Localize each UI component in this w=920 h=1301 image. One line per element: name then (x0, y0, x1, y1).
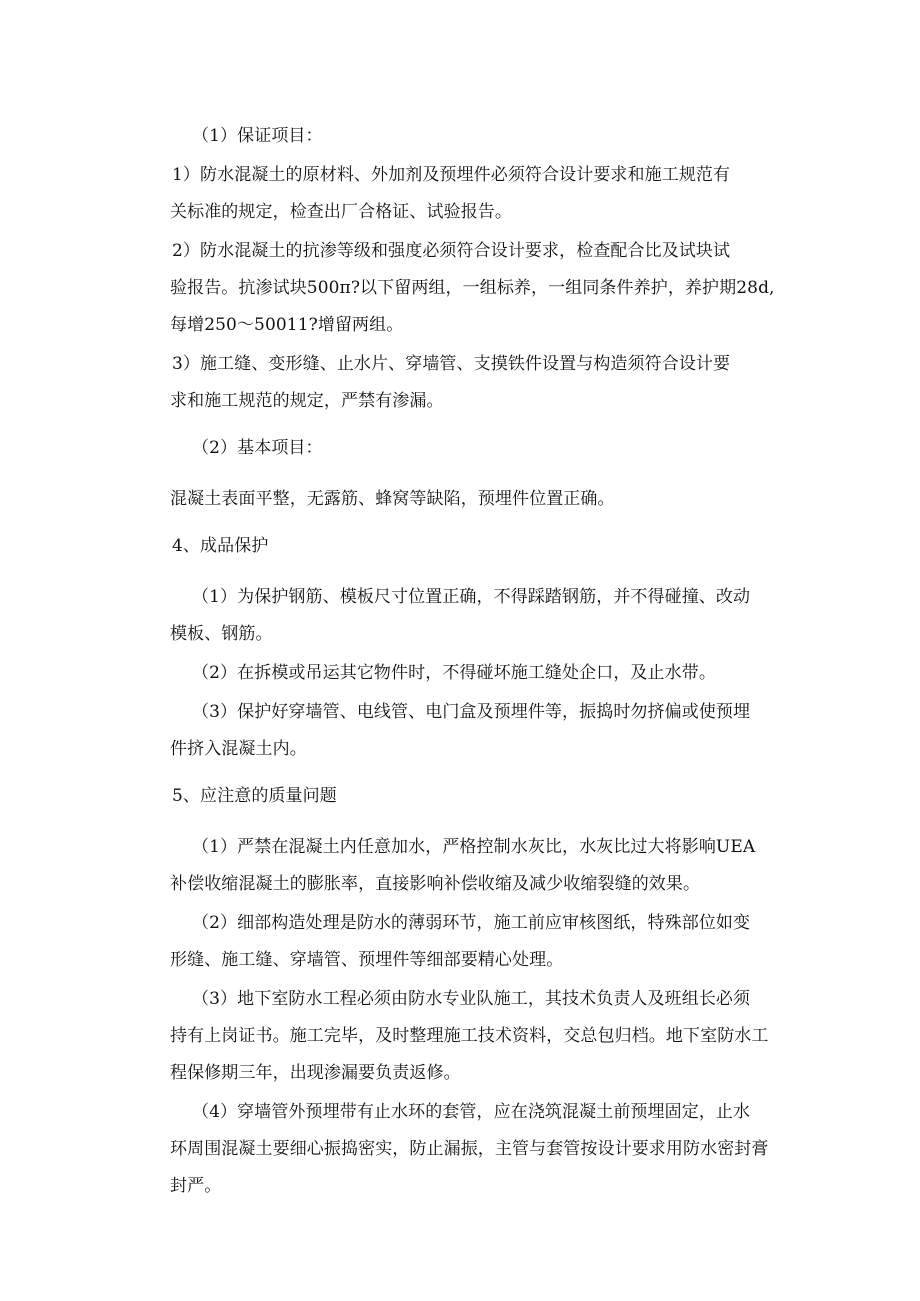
paragraph-line: （1）为保护钢筋、模板尺寸位置正确，不得踩踏钢筋，并不得碰撞、改动 (192, 587, 751, 607)
paragraph-line: 求和施工规范的规定，严禁有渗漏。 (170, 391, 444, 411)
paragraph-line: 程保修期三年，出现渗漏要负责返修。 (170, 1063, 461, 1083)
paragraph-line: 件挤入混凝土内。 (170, 739, 307, 759)
paragraph-line: 持有上岗证书。施工完毕，及时整理施工技术资料，交总包归档。地下室防水工 (170, 1026, 769, 1046)
paragraph-line: 封严。 (170, 1176, 222, 1196)
paragraph-line: 混凝土表面平整，无露筋、蜂窝等缺陷，预埋件位置正确。 (170, 489, 615, 509)
paragraph-line: （1）严禁在混凝土内任意加水，严格控制水灰比，水灰比过大将影响UEA (192, 837, 756, 857)
paragraph-line: （3）地下室防水工程必须由防水专业队施工，其技术负责人及班组长必须 (192, 989, 751, 1009)
paragraph-line: 形缝、施工缝、穿墙管、预埋件等细部要精心处理。 (170, 950, 564, 970)
paragraph-line: 模板、钢筋。 (170, 624, 273, 644)
paragraph-line: 环周围混凝土要细心振捣密实，防止漏振，主管与套管按设计要求用防水密封膏 (170, 1139, 769, 1159)
paragraph-line: 关标准的规定，检查出厂合格证、试验报告。 (170, 202, 512, 222)
paragraph-line: 2）防水混凝土的抗渗等级和强度必须符合设计要求，检查配合比及试块试 (172, 241, 731, 261)
paragraph-line: （3）保护好穿墙管、电线管、电门盒及预埋件等，振捣时勿挤偏或使预埋 (192, 702, 751, 722)
paragraph-line: （2）细部构造处理是防水的薄弱环节，施工前应审核图纸，特殊部位如变 (192, 913, 751, 933)
paragraph-line: 1）防水混凝土的原材料、外加剂及预埋件必须符合设计要求和施工规范有 (172, 165, 731, 185)
section-product-protection-heading: 4、成品保护 (172, 536, 269, 556)
paragraph-line: 3）施工缝、变形缝、止水片、穿墙管、支摸铁件设置与构造须符合设计要 (172, 354, 731, 374)
paragraph-line: 补偿收缩混凝土的膨胀率，直接影响补偿收缩及减少收缩裂缝的效果。 (170, 874, 701, 894)
section-guarantee-items-heading: （1）保证项目： (192, 126, 323, 146)
paragraph-line: 每增250～50011?增留两组。 (170, 315, 404, 335)
section-basic-items-heading: （2）基本项目： (192, 438, 323, 458)
section-quality-issues-heading: 5、应注意的质量问题 (172, 786, 337, 806)
paragraph-line: （4）穿墙管外预埋带有止水环的套管，应在浇筑混凝土前预埋固定，止水 (192, 1102, 751, 1122)
paragraph-line: （2）在拆模或吊运其它物件时，不得碰坏施工缝处企口，及止水带。 (192, 663, 716, 683)
paragraph-line: 验报告。抗渗试块500π?以下留两组，一组标养，一组同条件养护，养护期28d, (170, 278, 775, 298)
document-body (170, 118, 790, 1205)
